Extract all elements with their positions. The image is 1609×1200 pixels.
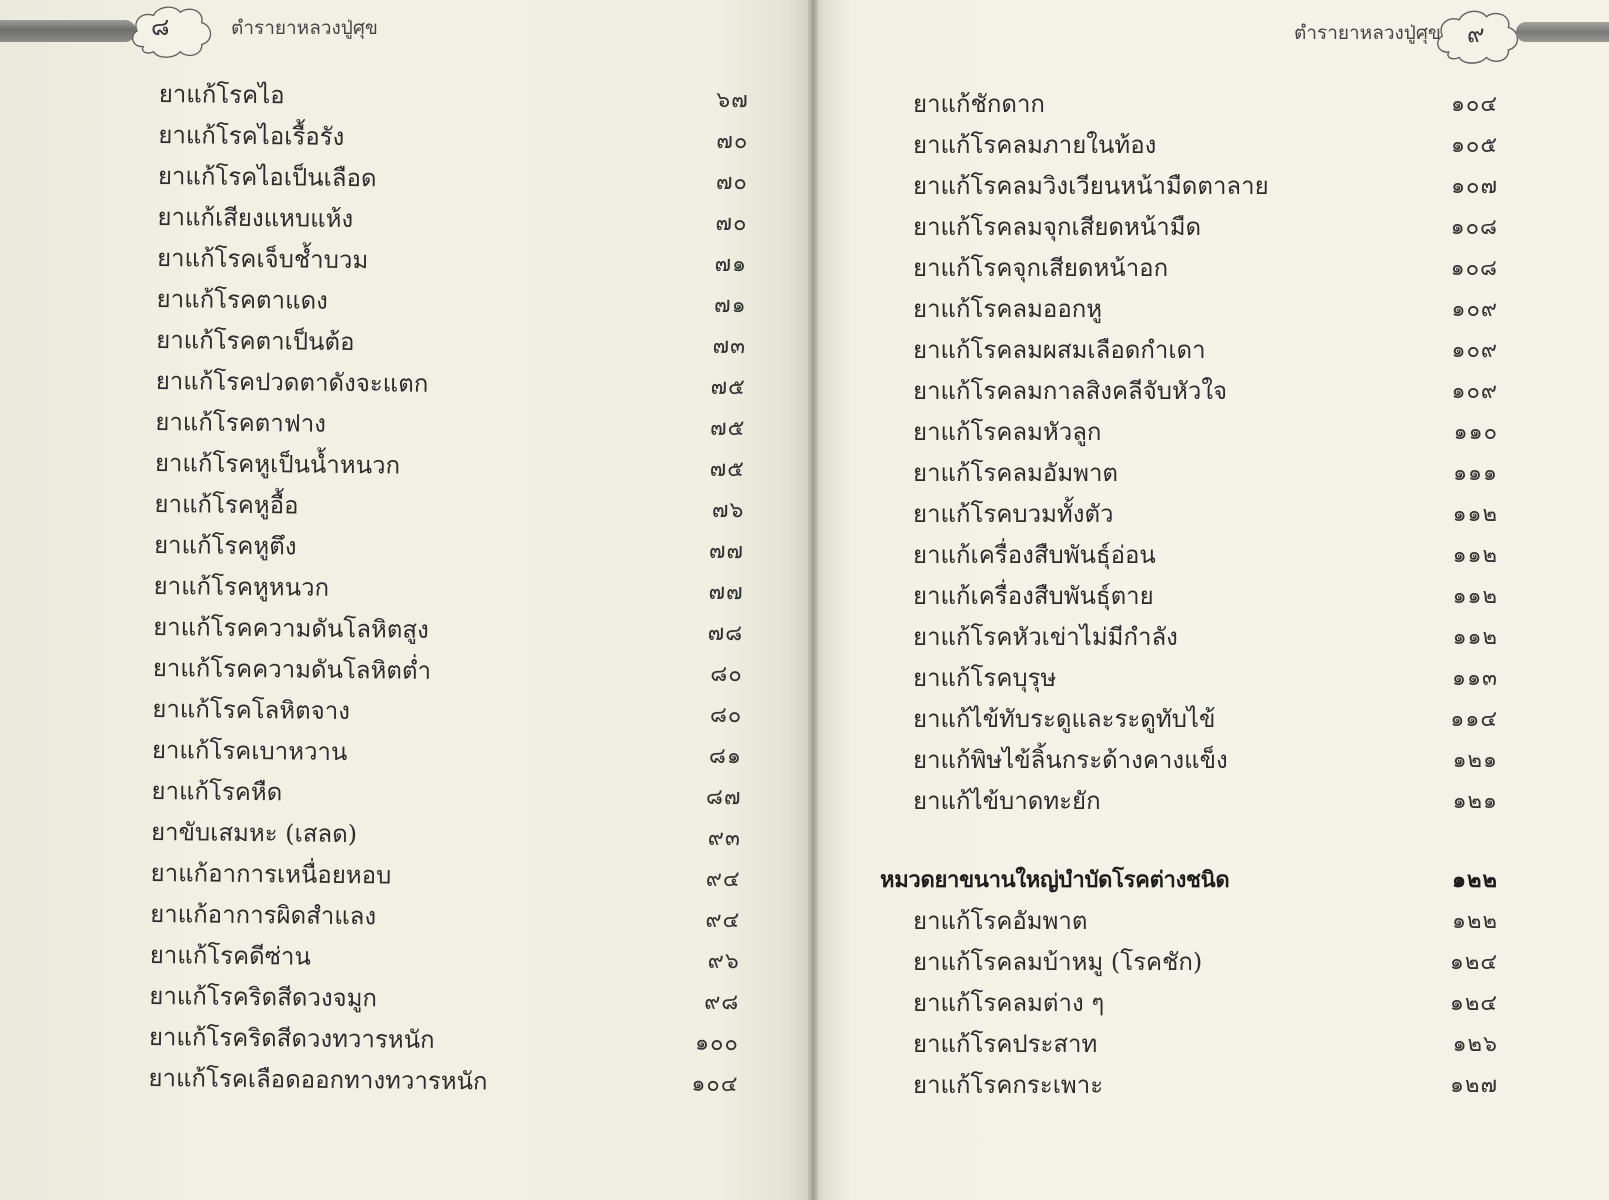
- entry-page-number: ๗๘: [707, 620, 744, 647]
- entry-title: ยาแก้โรคหืด: [151, 776, 283, 807]
- toc-entry: [153, 648, 743, 695]
- entry-title: ยาแก้โรคลมบ้าหมู (โรคชัก): [913, 948, 1203, 976]
- entry-title: ยาแก้โรคจุกเสียดหน้าอก: [913, 254, 1169, 282]
- entry-title: ยาแก้โรคหัวเข่าไม่มีกำลัง: [913, 623, 1178, 651]
- entry-page-number: ๗๕: [710, 374, 746, 401]
- entry-title: ยาแก้โรคหูเป็นน้ำหนวก: [154, 448, 401, 480]
- entry-page-number: ๗๗: [708, 538, 745, 565]
- entry-page-number: ๑๒๖: [1452, 1032, 1498, 1057]
- toc-entry: [913, 412, 1498, 453]
- cloud-frame-icon: [127, 3, 215, 59]
- toc-entry: [913, 494, 1498, 535]
- toc-entry: [913, 166, 1498, 207]
- toc-entry: [159, 74, 749, 121]
- entry-title: ยาขับเสมหะ (เสลด): [150, 817, 358, 849]
- entry-page-number: ๗๖: [711, 497, 745, 524]
- entry-title: ยาแก้โรคริดสีดวงทวารหนัก: [148, 1022, 435, 1054]
- toc-entry: [913, 1065, 1498, 1106]
- entry-page-number: ๑๑๒: [1452, 625, 1498, 650]
- toc-entry: [913, 207, 1498, 248]
- entry-page-number: ๗๗: [708, 579, 744, 606]
- entry-title: ยาแก้โรคตาเป็นต้อ: [156, 325, 355, 357]
- toc-entry: [913, 901, 1498, 942]
- entry-title: ยาแก้ชักดาก: [913, 90, 1045, 118]
- toc-entry: [150, 894, 740, 941]
- toc-entry: [913, 699, 1498, 740]
- entry-title: ยาแก้โรคลมกาลสิงคลีจับหัวใจ: [913, 377, 1228, 405]
- entry-title: ยาแก้โรคเจ็บช้ำบวม: [156, 243, 369, 275]
- entry-title: ยาแก้เครื่องสืบพันธุ์ตาย: [913, 582, 1154, 610]
- entry-title: ยาแก้ไข้ทับระดูและระดูทับไข้: [913, 705, 1216, 733]
- toc-entry: [913, 942, 1498, 983]
- running-title: ตำรายาหลวงปู่ศุข: [231, 17, 378, 39]
- toc-entry: [152, 689, 742, 736]
- toc-entry: [913, 781, 1498, 822]
- entry-title: ยาแก้โรคริดสีดวงจมูก: [149, 981, 378, 1013]
- entry-title: ยาแก้โรคความดันโลหิตสูง: [153, 612, 429, 644]
- toc-entry: [153, 566, 743, 613]
- toc-entry: [156, 279, 746, 326]
- toc-entry: [913, 371, 1498, 412]
- entry-page-number: ๗๐: [715, 210, 748, 237]
- contents-list: [148, 74, 749, 1105]
- toc-entry: [149, 976, 739, 1023]
- entry-title: ยาแก้โรคโลหิตจาง: [152, 694, 351, 726]
- entry-title: ยาแก้โรคบุรุษ: [913, 664, 1057, 692]
- entry-title: ยาแก้โรคลมออกหู: [913, 295, 1103, 323]
- entry-title: ยาแก้โรคบวมทั้งตัว: [913, 500, 1114, 528]
- entry-title: ยาแก้โรคไอเรื้อรัง: [158, 120, 345, 151]
- section-heading-title: หมวดยาขนานใหญ่บำบัดโรคต่างชนิด: [880, 868, 1230, 893]
- entry-page-number: ๑๑๑: [1453, 461, 1498, 486]
- entry-page-number: ๑๐๐: [694, 1030, 740, 1057]
- section-heading: [880, 860, 1498, 901]
- toc-entry: [158, 156, 748, 203]
- entry-title: ยาแก้โรคหูหนวก: [153, 571, 330, 602]
- entry-title: ยาแก้โรคหูตึง: [153, 530, 297, 561]
- contents-list: [880, 84, 1498, 1106]
- entry-page-number: ๑๐๙: [1451, 379, 1498, 404]
- entry-page-number: ๙๓: [707, 825, 742, 852]
- entry-page-number: ๑๒๒: [1452, 909, 1498, 934]
- entry-title: ยาแก้เครื่องสืบพันธุ์อ่อน: [913, 541, 1156, 569]
- entry-title: ยาแก้โรคความดันโลหิตต่ำ: [152, 653, 432, 685]
- entry-page-number: ๑๐๗: [1451, 174, 1498, 199]
- entry-page-number: ๗๑: [713, 292, 747, 319]
- toc-entry: [150, 935, 740, 982]
- entry-page-number: ๙๔: [705, 866, 741, 893]
- entry-title: ยาแก้โรคเลือดออกทางทวารหนัก: [148, 1063, 488, 1096]
- entry-page-number: ๑๒๔: [1449, 950, 1498, 975]
- entry-title: ยาแก้โรคตาแดง: [156, 284, 328, 315]
- toc-entry: [149, 1017, 739, 1064]
- toc-entry: [913, 740, 1498, 781]
- entry-title: ยาแก้โรคลมต่าง ๆ: [913, 989, 1105, 1017]
- entry-page-number: ๑๐๔: [691, 1071, 739, 1098]
- toc-entry: [913, 453, 1498, 494]
- toc-entry: [156, 320, 746, 367]
- entry-page-number: ๘๐: [710, 661, 743, 688]
- toc-entry: [913, 535, 1498, 576]
- page-number: ๙: [1467, 20, 1485, 48]
- entry-page-number: ๗๕: [709, 456, 746, 483]
- entry-title: ยาแก้โรคลมอัมพาต: [913, 459, 1119, 487]
- entry-page-number: ๙๘: [704, 989, 740, 1016]
- entry-title: ยาแก้อาการผิดสำแลง: [150, 899, 377, 931]
- toc-entry: [156, 361, 746, 408]
- toc-entry: [913, 330, 1498, 371]
- page-number: ๘: [151, 13, 170, 41]
- entry-page-number: ๖๗: [716, 87, 749, 114]
- entry-page-number: ๗๑: [714, 251, 748, 278]
- entry-page-number: ๗๐: [715, 169, 749, 196]
- entry-page-number: ๗๕: [709, 415, 746, 442]
- toc-entry: [148, 1058, 738, 1105]
- entry-title: ยาแก้โรคปวดตาดังจะแตก: [155, 366, 429, 398]
- running-title: ตำรายาหลวงปู่ศุข: [1294, 22, 1441, 44]
- entry-page-number: ๘๐: [709, 702, 743, 729]
- entry-title: ยาแก้อาการเหนื่อยหอบ: [150, 858, 392, 890]
- header-bar: [1516, 22, 1609, 42]
- entry-title: ยาแก้โรคตาฟาง: [155, 407, 327, 438]
- entry-page-number: ๙๔: [705, 907, 741, 934]
- toc-entry: [913, 248, 1498, 289]
- entry-page-number: ๑๐๙: [1451, 297, 1498, 322]
- entry-title: ยาแก้โรคลมภายในท้อง: [913, 131, 1157, 159]
- entry-title: ยาแก้โรคลมวิงเวียนหน้ามืดตาลาย: [913, 172, 1269, 200]
- entry-page-number: ๑๐๕: [1450, 133, 1498, 158]
- entry-page-number: ๑๒๑: [1452, 789, 1498, 814]
- entry-page-number: ๙๖: [707, 948, 740, 975]
- entry-title: ยาแก้ไข้บาดทะยัก: [913, 787, 1101, 815]
- toc-entry: [154, 484, 744, 531]
- entry-title: ยาแก้โรคดีซ่าน: [149, 940, 312, 971]
- entry-page-number: ๑๑๒: [1452, 502, 1498, 527]
- entry-page-number: ๑๑๓: [1452, 666, 1498, 691]
- entry-page-number: ๑๐๘: [1450, 256, 1498, 281]
- toc-entry: [913, 983, 1498, 1024]
- entry-title: ยาแก้โรคลมผสมเลือดกำเดา: [913, 336, 1206, 364]
- entry-title: ยาแก้โรคกระเพาะ: [913, 1071, 1104, 1099]
- toc-entry: [155, 443, 745, 490]
- toc-entry: [913, 617, 1498, 658]
- toc-entry: [150, 853, 740, 900]
- entry-title: ยาแก้โรคไอ: [158, 79, 285, 110]
- toc-entry: [155, 402, 745, 449]
- entry-page-number: ๗๐: [716, 128, 749, 155]
- entry-page-number: ๑๐๘: [1450, 215, 1498, 240]
- page-spine: [808, 0, 818, 1200]
- toc-entry: [913, 1024, 1498, 1065]
- toc-entry: [151, 812, 741, 859]
- section-heading-page-number: ๑๒๒: [1452, 867, 1498, 893]
- entry-page-number: ๑๒๗: [1449, 1073, 1498, 1098]
- toc-entry: [153, 607, 743, 654]
- entry-page-number: ๑๑๒: [1452, 584, 1498, 609]
- contents-section: [880, 860, 1498, 1106]
- toc-entry: [157, 238, 747, 285]
- entry-title: ยาแก้โรคหูอื้อ: [154, 489, 299, 520]
- entry-title: ยาแก้โรคเบาหวาน: [151, 735, 348, 767]
- entry-page-number: ๑๐๔: [1450, 92, 1498, 117]
- entry-title: ยาแก้โรคอัมพาต: [913, 907, 1088, 935]
- toc-entry: [157, 197, 747, 244]
- entry-page-number: ๘๑: [708, 743, 743, 770]
- entry-page-number: ๑๒๑: [1452, 748, 1498, 773]
- toc-entry: [913, 576, 1498, 617]
- entry-page-number: ๘๗: [705, 784, 742, 811]
- toc-entry: [913, 84, 1498, 125]
- toc-entry: [152, 730, 742, 777]
- entry-page-number: ๗๓: [712, 333, 747, 360]
- entry-title: ยาแก้โรคไอเป็นเลือด: [157, 161, 377, 193]
- entry-title: ยาแก้โรคลมจุกเสียดหน้ามืด: [913, 213, 1202, 241]
- toc-entry: [913, 658, 1498, 699]
- header-bar: [0, 20, 136, 42]
- entry-page-number: ๑๑๒: [1452, 543, 1498, 568]
- entry-page-number: ๑๐๙: [1451, 338, 1498, 363]
- entry-title: ยาแก้โรคประสาท: [913, 1030, 1098, 1058]
- toc-entry: [154, 525, 744, 572]
- toc-entry: [913, 125, 1498, 166]
- toc-entry: [151, 771, 741, 818]
- toc-entry: [913, 289, 1498, 330]
- entry-title: ยาแก้เสียงแหบแห้ง: [157, 202, 354, 234]
- entry-page-number: ๑๒๔: [1449, 991, 1498, 1016]
- entry-page-number: ๑๑๔: [1450, 707, 1498, 732]
- entry-page-number: ๑๑๐: [1453, 420, 1498, 445]
- entry-title: ยาแก้พิษไข้ลิ้นกระด้างคางแข็ง: [913, 746, 1228, 774]
- toc-entry: [158, 115, 748, 162]
- entry-title: ยาแก้โรคลมหัวลูก: [913, 418, 1102, 446]
